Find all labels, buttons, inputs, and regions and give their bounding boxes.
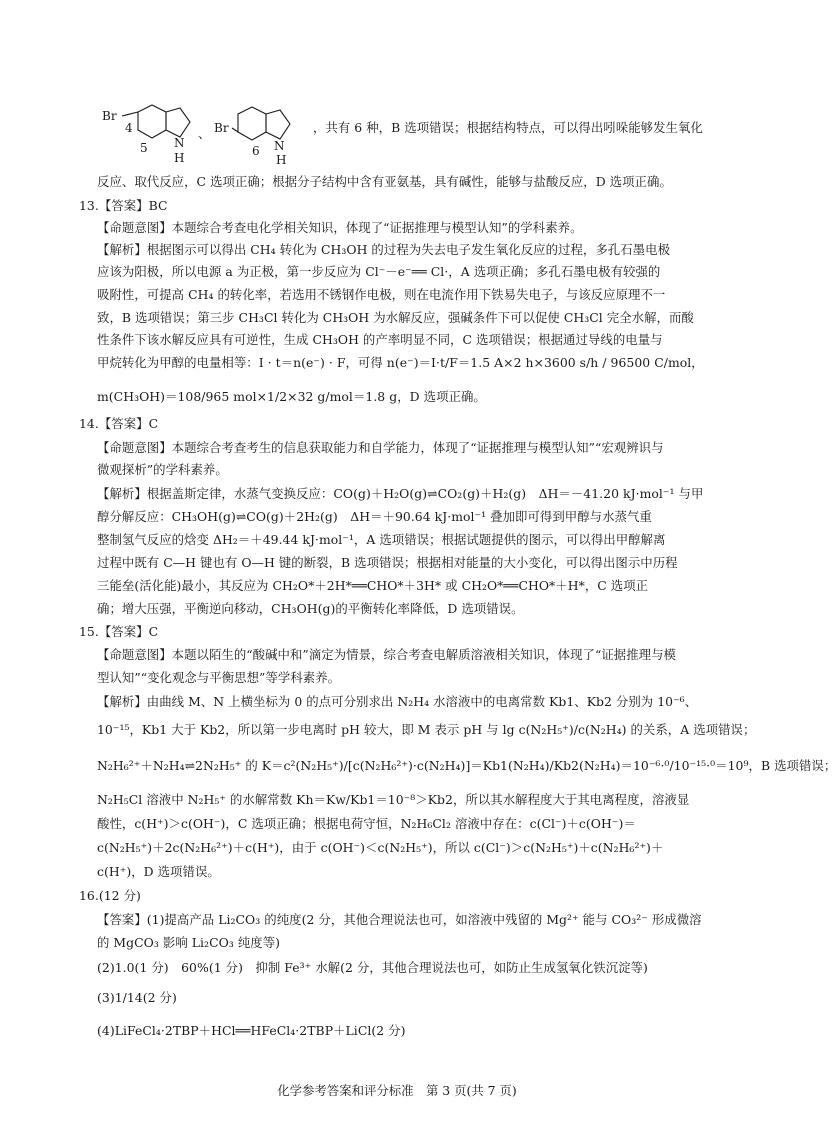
q15-analysis-6: c(N₂H₅⁺)＋2c(N₂H₆²⁺)＋c(H⁺)，由于 c(OH⁻)＜c(N₂H₅⁺)，所以 c(Cl⁻)＞c(N₂H₅⁺)＋c(N₂H₆²⁺)＋ (97, 840, 664, 855)
q15-analysis-2: 10⁻¹⁵，Kb1 大于 Kb2，所以第一步电离时 pH 较大，即 M 表示 pH 与 lg c(N₂H₅⁺)/c(N₂H₄) 的关系，A 选项错误； (97, 722, 756, 737)
page-footer: 化学参考答案和评分标准 第 3 页(共 7 页) (277, 1083, 517, 1098)
text-line-2: 反应、取代反应，C 选项正确；根据分子结构中含有亚氨基，具有碱性，能够与盐酸反应，D 选项正确。 (97, 174, 672, 189)
q14-analysis-3: 整制氢气反应的焓变 ΔH₂＝＋49.44 kJ·mol⁻¹，A 选项错误；根据试题提供的图示，可以得出甲醇解离 (97, 532, 666, 547)
q15-intent-2: 型认知”“变化观念与平衡思想”等学科素养。 (97, 670, 341, 685)
pyrrole-ring (166, 108, 190, 137)
question-14-answer: 14.【答案】C (79, 416, 159, 431)
indole-structure-1 (100, 100, 210, 166)
question-13-answer: 13.【答案】BC (79, 198, 168, 213)
hydrogen-label: H (174, 151, 185, 165)
q15-analysis-1: 【解析】由曲线 M、N 上横坐标为 0 的点可分别求出 N₂H₄ 水溶液中的电离常数 Kb1、Kb2 分别为 10⁻⁶、 (97, 694, 698, 709)
q14-analysis-5: 三能垒(活化能)最小，其反应为 CH₂O*＋2H*══CHO*＋3H* 或 CH₂O*══CHO*＋H*，C 选项正 (97, 578, 649, 593)
q13-analysis-1: 【解析】根据图示可以得出 CH₄ 转化为 CH₃OH 的过程为失去电子发生氧化反应的过程，多孔石墨电极 (97, 242, 671, 257)
q14-analysis-2: 醇分解反应：CH₃OH(g)⇌CO(g)＋2H₂(g) ΔH＝＋90.64 kJ·mol⁻¹ 叠加即可得到甲醇与水蒸气重 (97, 509, 652, 524)
q15-analysis-4: N₂H₅Cl 溶液中 N₂H₅⁺ 的水解常数 Kh＝Kw/Kb1＝10⁻⁸＞Kb2，所以其水解程度大于其电离程度，溶液显 (97, 792, 690, 807)
q16-answer-4: (4)LiFeCl₄·2TBP＋HCl══HFeCl₄·2TBP＋LiCl(2 分) (97, 1023, 406, 1038)
q14-analysis-1: 【解析】根据盖斯定律，水蒸气变换反应：CO(g)＋H₂O(g)⇌CO₂(g)＋H₂(g) ΔH＝－41.20 kJ·mol⁻¹ 与甲 (97, 486, 704, 501)
q15-analysis-5: 酸性，c(H⁺)＞c(OH⁻)，C 选项正确；根据电荷守恒，N₂H₆Cl₂ 溶液中存在：c(Cl⁻)＋c(OH⁻)＝ (97, 816, 636, 831)
position-6-label: 6 (252, 144, 260, 158)
indole-structure-2 (214, 100, 314, 166)
nitrogen-label: N (174, 136, 185, 150)
q13-analysis-4: 致，B 选项错误；第三步 CH₃Cl 转化为 CH₃OH 为水解反应，强碱条件下可以促使 CH₃Cl 完全水解，而酸 (97, 310, 694, 325)
question-16-heading: 16.(12 分) (79, 888, 141, 903)
q14-intent-2: 微观探析”的学科素养。 (97, 462, 228, 477)
nitrogen-label: N (274, 139, 285, 153)
q14-analysis-6: 确；增大压强，平衡逆向移动，CH₃OH(g)的平衡转化率降低，D 选项错误。 (97, 601, 524, 616)
q14-intent-1: 【命题意图】本题综合考查考生的信息获取能力和自学能力，体现了“证据推理与模型认知”“宏观辨识与 (97, 440, 664, 455)
bromo-label: Br (214, 121, 229, 135)
q13-analysis-2: 应该为阳极，所以电源 a 为正极，第一步反应为 Cl⁻－e⁻══ Cl·，A 选项正确；多孔石墨电极有较强的 (97, 264, 661, 279)
structure-separator: 、 (198, 126, 211, 141)
benzene-ring (138, 105, 166, 138)
question-15-answer: 15.【答案】C (79, 624, 159, 639)
q13-intent: 【命题意图】本题综合考查电化学相关知识，体现了“证据推理与模型认知”的学科素养。 (97, 220, 583, 235)
benzene-ring (238, 107, 266, 140)
bromo-label: Br (102, 109, 117, 123)
q16-answer-1-cont: 的 MgCO₃ 影响 Li₂CO₃ 纯度等) (97, 935, 281, 950)
position-4-label: 4 (125, 121, 133, 135)
q16-answer-2: (2)1.0(1 分) 60%(1 分) 抑制 Fe³⁺ 水解(2 分，其他合理说法也可，如防止生成氢氧化铁沉淀等) (97, 960, 648, 975)
bromo-bond (232, 128, 238, 132)
q13-analysis-3: 吸附性，可提高 CH₄ 的转化率，若选用不锈钢作电极，则在电流作用下铁易失电子，与该反应原理不一 (97, 287, 666, 302)
q13-analysis-5: 性条件下该水解反应具有可逆性，生成 CH₃OH 的产率明显不同，C 选项错误；根据通过导线的电量与 (97, 332, 663, 347)
q15-analysis-3: N₂H₆²⁺＋N₂H₄⇌2N₂H₅⁺ 的 K＝c²(N₂H₅⁺)/[c(N₂H₆²⁺)·c(N₂H₄)]＝Kb1(N₂H₄)/Kb2(N₂H₄)＝10⁻⁶·⁰/10⁻¹⁵·⁰＝10⁹，B 选项错误； (97, 758, 836, 773)
position-5-label: 5 (140, 141, 148, 155)
q13-analysis-7: m(CH₃OH)＝108/965 mol×1/2×32 g/mol＝1.8 g，D 选项正确。 (97, 389, 486, 404)
q16-answer-3: (3)1/14(2 分) (97, 990, 177, 1005)
q15-analysis-7: c(H⁺)，D 选项错误。 (97, 864, 220, 879)
text-line-1: ，共有 6 种，B 选项错误；根据结构特点，可以得出吲哚能够发生氧化 (313, 120, 703, 135)
q13-analysis-6: 甲烷转化为甲醇的电量相等：I · t＝n(e⁻) · F，可得 n(e⁻)＝I·t/F＝1.5 A×2 h×3600 s/h / 96500 C/mol， (97, 355, 704, 370)
q16-answer-1: 【答案】(1)提高产品 Li₂CO₃ 的纯度(2 分，其他合理说法也可，如溶液中残留的 Mg²⁺ 能与 CO₃²⁻ 形成微溶 (97, 912, 702, 927)
hydrogen-label: H (276, 153, 287, 167)
bromo-bond (122, 112, 138, 116)
q15-intent-1: 【命题意图】本题以陌生的“酸碱中和”滴定为情景，综合考查电解质溶液相关知识，体现了“证据推理与模 (97, 647, 676, 662)
pyrrole-ring (266, 110, 290, 139)
q14-analysis-4: 过程中既有 C—H 键也有 O—H 键的断裂，B 选项错误；根据相对能量的大小变化，可以得出图示中历程 (97, 555, 678, 570)
